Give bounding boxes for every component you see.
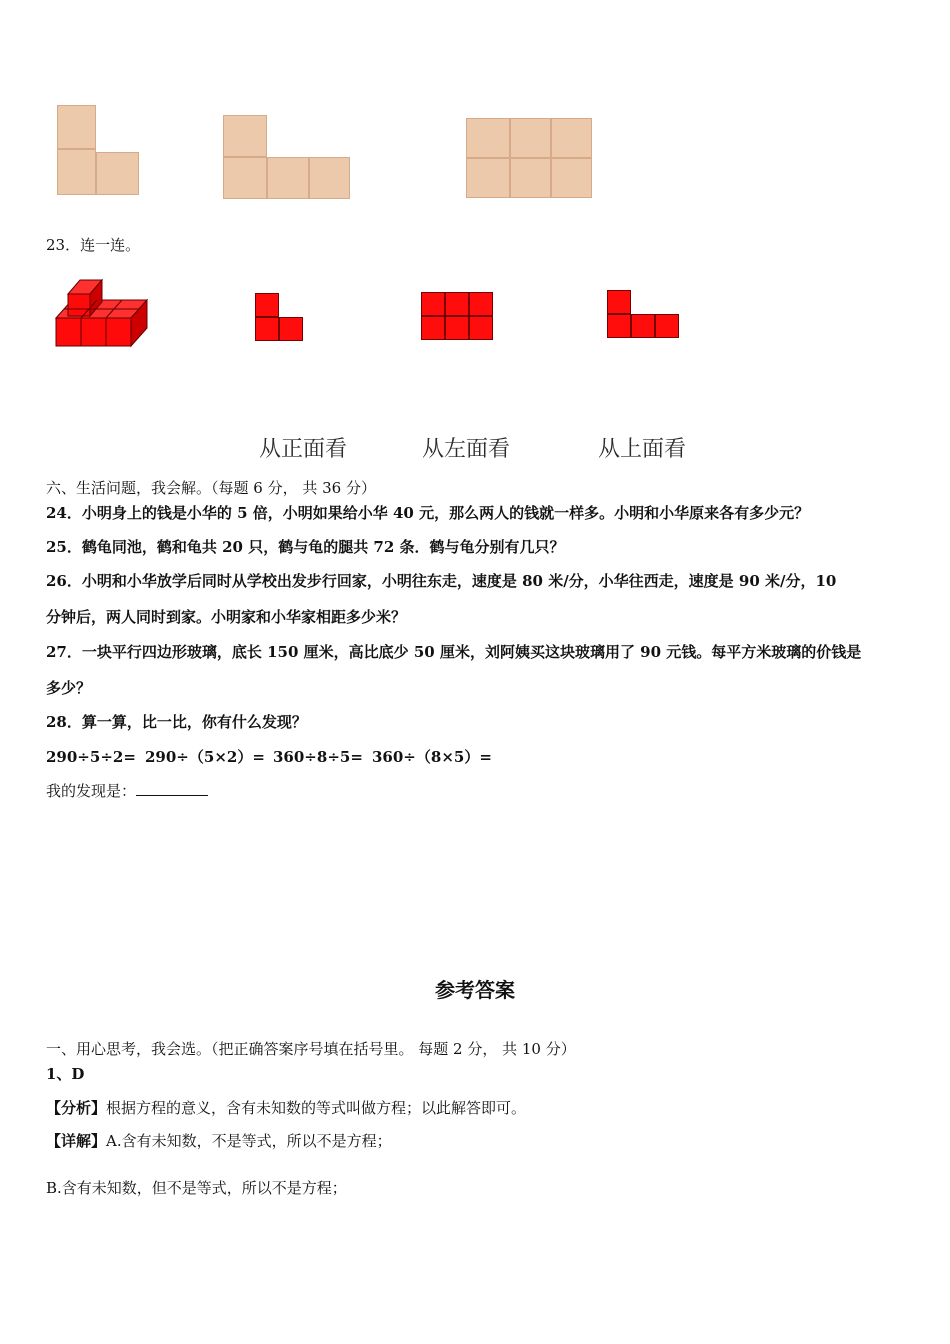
question-26-line1: 26．小明和小华放学后同时从学校出发步行回家，小明往东走，速度是 80 米/分，小华往西走，速度是 90 米/分，10	[46, 572, 837, 590]
question-28: 28．算一算，比一比，你有什么发现？	[46, 713, 307, 731]
calc-4: 360÷（8×5）=	[372, 748, 492, 766]
question-27-line2: 多少？	[46, 679, 92, 697]
view-label-left: 从左面看	[422, 437, 511, 462]
discovery-label: 我的发现是：	[46, 782, 137, 800]
question-26-line2: 分钟后，两人同时到家。小明家和小华家相距多少米？	[46, 608, 407, 626]
answers-title: 参考答案	[435, 978, 515, 1002]
answer-1: 1、D	[46, 1065, 85, 1083]
view-label-top: 从上面看	[598, 437, 687, 462]
calc-2: 290÷（5×2）=	[145, 748, 265, 766]
discovery-blank[interactable]	[136, 781, 208, 796]
question-27-line1: 27．一块平行四边形玻璃，底长 150 厘米，高比底少 50 厘米，刘阿姨买这块玻璃用了 90 元钱。每平方米玻璃的价钱是	[46, 643, 862, 661]
detail-row	[46, 1131, 392, 1151]
question-24: 24．小明身上的钱是小华的 5 倍，小明如果给小华 40 元，那么两人的钱就一样多。小明和小华原来各有多少元？	[46, 504, 810, 522]
detail-b: B.含有未知数，但不是等式，所以不是方程；	[46, 1179, 347, 1197]
detail-tag: 【详解】	[46, 1132, 107, 1150]
question-25: 25．鹤龟同池，鹤和龟共 20 只，鹤与龟的腿共 72 条．鹤与龟分别有几只？	[46, 538, 565, 556]
section6-heading: 六、生活问题，我会解。（每题 6 分， 共 36 分）	[46, 479, 376, 497]
q23-label: 23．连一连。	[46, 236, 141, 254]
analysis-tag: 【分析】	[46, 1099, 107, 1117]
calc-1: 290÷5÷2=	[46, 748, 136, 766]
discovery-row	[46, 781, 208, 801]
calc-3: 360÷8÷5=	[273, 748, 363, 766]
analysis-text: 根据方程的意义，含有未知数的等式叫做方程；以此解答即可。	[106, 1099, 527, 1117]
detail-a: A.含有未知数，不是等式，所以不是方程；	[106, 1132, 392, 1150]
answers-section1-heading: 一、用心思考，我会选。（把正确答案序号填在括号里。 每题 2 分， 共 10 分）	[46, 1040, 576, 1058]
view-label-front: 从正面看	[259, 437, 348, 462]
cube-figure-3d	[50, 276, 154, 352]
analysis-row	[46, 1098, 526, 1118]
